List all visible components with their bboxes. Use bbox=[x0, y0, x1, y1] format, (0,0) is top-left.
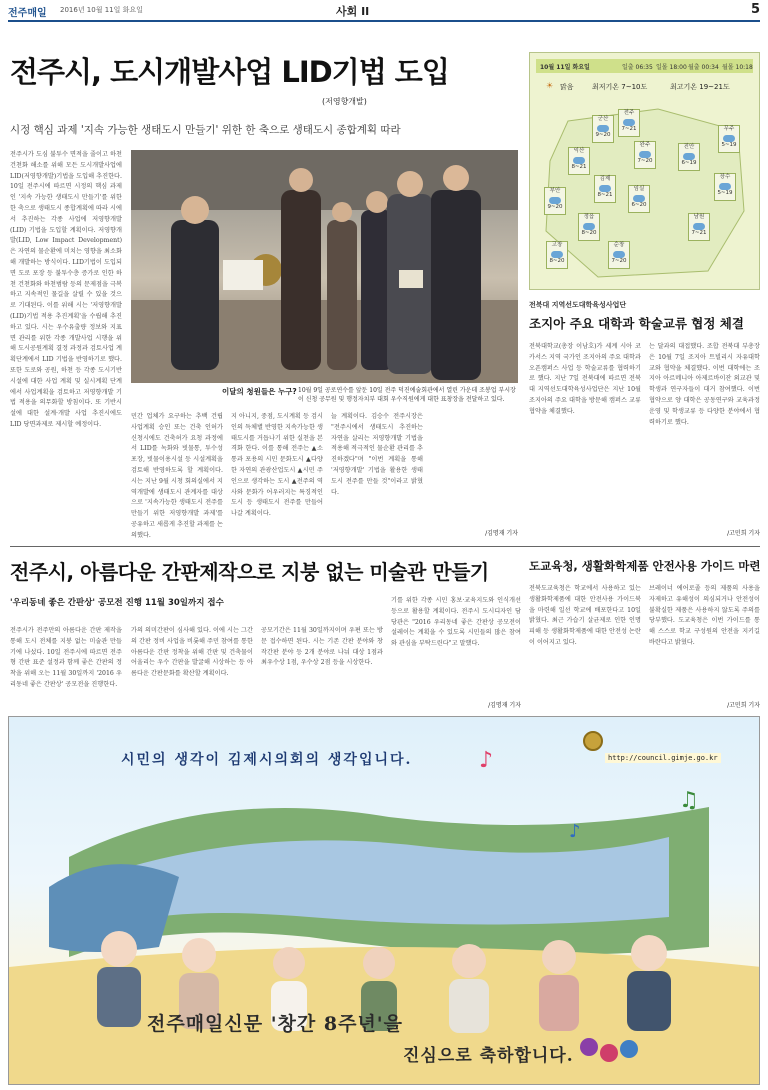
low-temp: 최저기온 7~10도 bbox=[592, 83, 648, 91]
city-box: 장수 5~19 bbox=[714, 173, 736, 201]
story2-kicker: 전북대 지역선도대학육성사업단 bbox=[529, 301, 627, 309]
lead-photo bbox=[131, 150, 518, 383]
lead-headline: 전주시, 도시개발사업 LID기법 도입 bbox=[10, 55, 449, 89]
city-box: 무주 5~19 bbox=[718, 125, 740, 153]
sun-icon: ☀ bbox=[546, 81, 554, 90]
lead-body-col2: 민간 업체가 요구하는 추백 건립 사업계획 승인 또는 건축 인허가 신청시에도 건축허가 요청 과정에서 LID를 녹화와 빗물통, 투수성포장, 빗물이용시설 등 시설계획을 검토해 반영하도록 할 계획이다. 시는 지난 9월 시청 회의실에서 지역개발에 생태도시 관계자를 대상으로 '지속가능한 생태도시 전주를 만들기 위한 저영향개발 과제'를 공유하고 새롭게 추진할 과제를 논의했다. bbox=[131, 413, 223, 539]
svg-text:♪: ♪ bbox=[569, 821, 581, 842]
story3-body-col1: 전주시가 전주만의 아름다운 간판 제작을 통해 도시 전체를 지붕 없는 미술관 만들기에 나섰다. 10일 전주시에 따르면 전주형 간판 표준 설정과 함께 좋은 간판의 정착을 위해 오는 11월 30일까지 '2016 우리동네 좋은 간판상' 공모전을 진행한다. bbox=[10, 627, 122, 688]
ad-url[interactable]: http://council.gimje.go.kr bbox=[605, 753, 721, 763]
masthead-rule bbox=[8, 20, 760, 22]
city-box: 남원 7~21 bbox=[688, 213, 710, 241]
city-box: 부안 9~20 bbox=[544, 187, 566, 215]
weather-info-bar bbox=[536, 59, 753, 73]
high-temp: 최고기온 19~21도 bbox=[670, 83, 730, 91]
city-box: 군산 9~20 bbox=[592, 115, 614, 143]
photo-caption-title: 이달의 청원들은 누구? bbox=[222, 387, 297, 396]
city-box: 완주 7~20 bbox=[634, 141, 656, 169]
story4-headline: 도교육청, 생활화학제품 안전사용 가이드 마련 bbox=[529, 559, 761, 573]
city-box: 고창 8~20 bbox=[546, 241, 568, 269]
weather-summary bbox=[536, 77, 753, 97]
city-box: 정읍 8~20 bbox=[578, 213, 600, 241]
city-box: 김제 8~21 bbox=[594, 175, 616, 203]
moonrise: 월출 00:34 bbox=[688, 64, 719, 71]
story3-body-col3: 공모기간은 11월 30일까지이며 우편 또는 방문 접수하면 된다. 시는 기존 간판 분야와 창작간판 분야 등 2개 분야로 나눠 대상 1점과 최우수상 1점, 우수상 2점 등을 시상한다. bbox=[261, 627, 383, 667]
lead-credit: (저영향개발) bbox=[322, 97, 367, 106]
ad-congrats-line1: 전주매일신문 '창간 8주년'을 bbox=[147, 1013, 403, 1035]
story3-subhead: '우리동네 좋은 간판상' 공모전 진행 11월 30일까지 접수 bbox=[10, 598, 224, 608]
weather-date: 10월 11일 화요일 bbox=[540, 64, 590, 71]
city-box: 임실 6~20 bbox=[628, 185, 650, 213]
story4-body-col2: 브레이너 에어로졸 등의 제품의 사용을 자제하고 유해성이 의심되거나 안전성이 불확실한 제품은 사용하지 않도록 주의를 당부했다. 도교육청은 이번 가이드를 통해 스스로 학교 구성원의 안전을 지키길 바란다고 밝혔다. bbox=[649, 585, 760, 646]
weather-panel bbox=[529, 52, 760, 290]
lead-subhead: 시정 핵심 과제 '지속 가능한 생태도시 만들기' 위한 한 축으로 생태도시 종합계획 따라 bbox=[10, 124, 401, 136]
ad-slogan: 시민의 생각이 김제시의회의 생각입니다. bbox=[121, 752, 413, 768]
photo-caption: 10월 9일 공로연수를 앞둔 10일 전주 덕진예술회관에서 열린 가운데 조봉업 부시장이 신청 공무원 및 행정자치부 대회 우수직원에게 대한 표창장을 전달하고 있다. bbox=[298, 387, 516, 403]
story3-body-col2: 가의 의미간판이 심사해 있다. 이에 시는 그간의 간판 정비 사업을 비롯해 주민 참여를 통한 아름다운 간판 정착을 위해 간판 및 건축물이 어울리는 우수 간판을 발굴해 시상하는 등 아름다운 간판문화를 확산할 계획이다. bbox=[131, 627, 253, 678]
weather-condition: 맑음 bbox=[560, 83, 574, 91]
city-box: 익산 8~21 bbox=[568, 147, 590, 175]
ad-congrats-line2: 진심으로 축하합니다. bbox=[403, 1046, 574, 1066]
ceremony-photo-illustration bbox=[131, 150, 518, 383]
story2-headline: 조지아 주요 대학과 학술교류 협정 체결 bbox=[529, 316, 744, 331]
story4-body-col1: 전북도교육청은 학교에서 사용하고 있는 생활화학제품에 대한 안전사용 가이드북을 마련해 일선 학교에 배포한다고 10일 밝혔다. 최근 가습기 살균제로 인한 인명 피해 등 생활화학제품에 대한 안전성 논란이 이어지고 있다. bbox=[529, 585, 641, 646]
weather-map bbox=[538, 101, 750, 283]
page-number: 5 bbox=[750, 2, 760, 17]
lead-body-col1: 전주시가 도심 불투수 면적을 줄이고 하천 건천화 해소를 위해 모든 도시개발사업에 LID(저영향개발)기법을 도입해 추진한다. 10일 전주시에 따르면 시정의 핵심 과제인 '지속 가능한 생태도시 만들기'를 위한 한 축으로 생태도시 종합계획에 따라 시에서 추진하는 각종 사업에 저영향개발(LID) 기법을 도입할 계획이다. 저영향개발(LID, Low Impact Development)은 자연의 물순환에 미치는 영향을 최소화해 개발하는 방식이다. LID기법이 도입되면 도로 포장 등 불투수층 증가로 인한 하천 건천화와 하천범람 등의 문제점을 극복하고 지속적인 물길을 살릴 수 있을 것으로 기대된다. 이를 위해 시는 '저영향개발(LID)기법 적용 추진계획'을 수립해 추진하고 있다. 시는 우수유출량 정보와 지표면 관리를 위한 각종 개발사업 시행을 위해 도시공원계획 결정 과정과 검토사업 계획단계에서 LID 기법을 반영하기로 했다. 또한 도로와 공원, 하천 등 각종 도시기반시설에 대한 사업 계획 및 실시계획 단계에서 사업계획을 검토하고 저영향개발 기법 적용을 의무화할 방침이다. 또 기반시설에 대한 설계·개발 사업 추진시에도 LID 당면과제로 제시할 예정이다. bbox=[10, 151, 122, 428]
city-box: 진안 6~19 bbox=[678, 143, 700, 171]
paper-name: 전주매일 bbox=[8, 8, 47, 19]
city-box: 순창 7~20 bbox=[608, 241, 630, 269]
story3-byline: /김명재 기자 bbox=[488, 702, 521, 709]
city-box: 전주 7~21 bbox=[618, 109, 640, 137]
section-divider bbox=[10, 546, 760, 547]
story2-body-col2: 는 달과의 대접했다. 조합 전북대 부총장은 10월 7일 조지아 트빌리시 자유대학교와 협약을 체결했다. 이번 대학에는 조지아 아르메니아 아제르바이잔 외교관 및 학생과 연구자들이 대거 참여했다. 이번 협약으로 양 대학은 공동연구와 교육과정 운영 및 학생교류 등 다양한 분야에서 협력하기로 했다. bbox=[649, 343, 760, 426]
svg-text:♫: ♫ bbox=[679, 788, 699, 813]
story3-body-col4: 기를 위한 각종 시민 홍보·교육지도와 인식개선 등으로 활용할 계획이다. 전주시 도시디자인 담당관은 "2016 우리동네 좋은 간판상 공모전이 설레이는 계획을 수 있도록 시민들의 많은 참여와 관심을 부탁드린다"고 말했다. bbox=[391, 597, 521, 648]
congratulatory-ad bbox=[8, 716, 760, 1085]
lead-body-col4: 늘 계획이다. 김승수 전주시장은 "전주시에서 생태도시 추진하는 자연을 살리는 저영향개발 기법을 적용해 적극적인 물순환 관리를 추진하겠다"며 "이번 계획을 통해 '저영향개발' 기법을 활용한 생태도시 전주를 만들 것"이라고 밝혔다. bbox=[331, 413, 423, 496]
section-title: 사회 II bbox=[336, 5, 370, 18]
story2-body-col1: 전북대학교(총장 이남호)가 세계 시아 코카서스 지역 국가인 조지아의 주요 대학과 오픈캠퍼스 사업 등 학술교류를 협력하기로 했다. 지난 7일 전북대에 따르면 전북대 지역선도대학육성사업단은 지난 10월 조지아의 주요 대학을 방문해 캠퍼스 교류 협약을 체결했다. bbox=[529, 343, 641, 415]
lead-byline: /김명재 기자 bbox=[485, 530, 518, 537]
moonset: 월몰 10:18 bbox=[722, 64, 753, 71]
sunset: 일몰 18:00 bbox=[656, 64, 687, 71]
issue-date: 2016년 10월 11일 화요일 bbox=[60, 6, 143, 14]
council-seal-icon bbox=[583, 731, 603, 751]
story4-byline: /고민희 기자 bbox=[727, 702, 760, 709]
lead-body-col3: 지 아니지, 중점, 도시계획 등 검시인의 득체별 반영한 지속가능한 생태도시를 거듭나기 위한 실천을 본격화 한다. 이를 통해 전주는 ▲소통과 포용의 시민 문화도시 ▲다양한 자연의 관광산업도시 ▲시민 주인으로 생각하는 도시 ▲전주의 역사와 문화가 어우러지는 특징적인 도시 등 생태도시 전주를 만들어 나갈 계획이다. bbox=[231, 413, 323, 518]
story2-byline: /고민희 기자 bbox=[727, 530, 760, 537]
svg-text:♪: ♪ bbox=[479, 748, 494, 773]
story3-headline: 전주시, 아름다운 간판제작으로 지붕 없는 미술관 만들기 bbox=[10, 560, 489, 584]
sunrise: 일출 06:35 bbox=[622, 64, 653, 71]
masthead bbox=[8, 4, 760, 18]
